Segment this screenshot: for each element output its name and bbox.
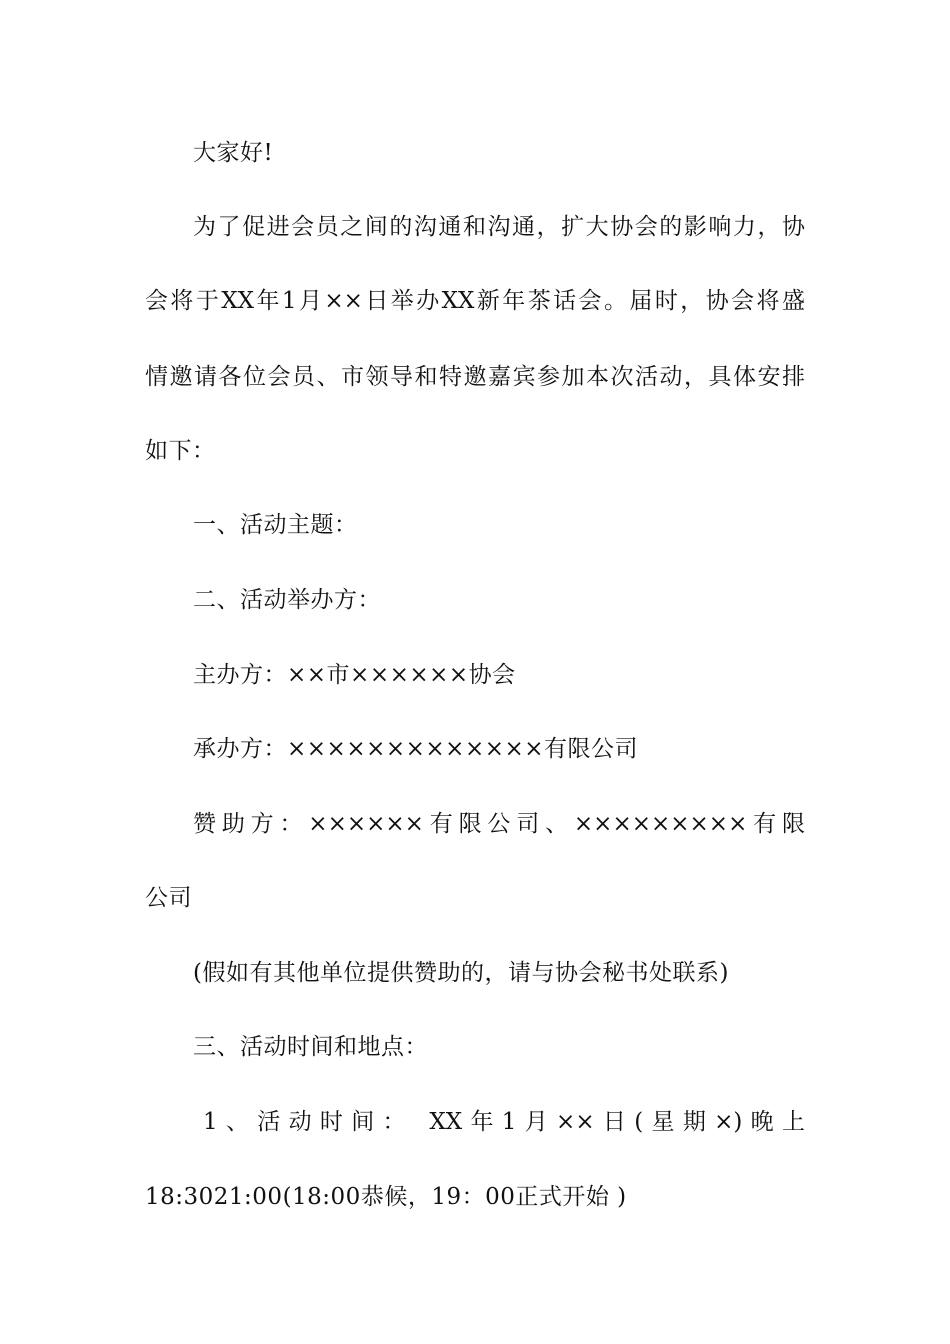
intro-line-3: 情邀请各位会员、市领导和特邀嘉宾参加本次活动，具体安排 bbox=[145, 364, 805, 390]
greeting: 大家好! bbox=[193, 140, 274, 166]
sponsor-line-2: 公司 bbox=[145, 885, 192, 911]
sponsor-line-1: 赞助方：××××××有限公司、×××××××××有限 bbox=[193, 811, 805, 837]
sponsor-note: (假如有其他单位提供赞助的，请与协会秘书处联系) bbox=[193, 960, 729, 986]
section-heading-organizers: 二、活动举办方： bbox=[193, 587, 381, 613]
intro-line-4: 如下： bbox=[145, 438, 216, 464]
intro-line-2: 会将于XX年1月××日举办XX新年茶话会。届时，协会将盛 bbox=[145, 288, 805, 314]
time-line-2: 18:3021:00(18:00恭候，19：00正式开始 ) bbox=[145, 1184, 627, 1210]
intro-line-1: 为了促进会员之间的沟通和沟通，扩大协会的影响力，协 bbox=[193, 214, 805, 240]
host-line: 主办方：××市××××××协会 bbox=[193, 662, 516, 688]
time-line-1: 1、活动时间： XX年1月××日(星期×)晚上 bbox=[203, 1109, 805, 1135]
section-heading-time-place: 三、活动时间和地点： bbox=[193, 1034, 428, 1060]
section-heading-theme: 一、活动主题： bbox=[193, 512, 358, 538]
organizer-line: 承办方：×××××××××××××有限公司 bbox=[193, 736, 639, 762]
